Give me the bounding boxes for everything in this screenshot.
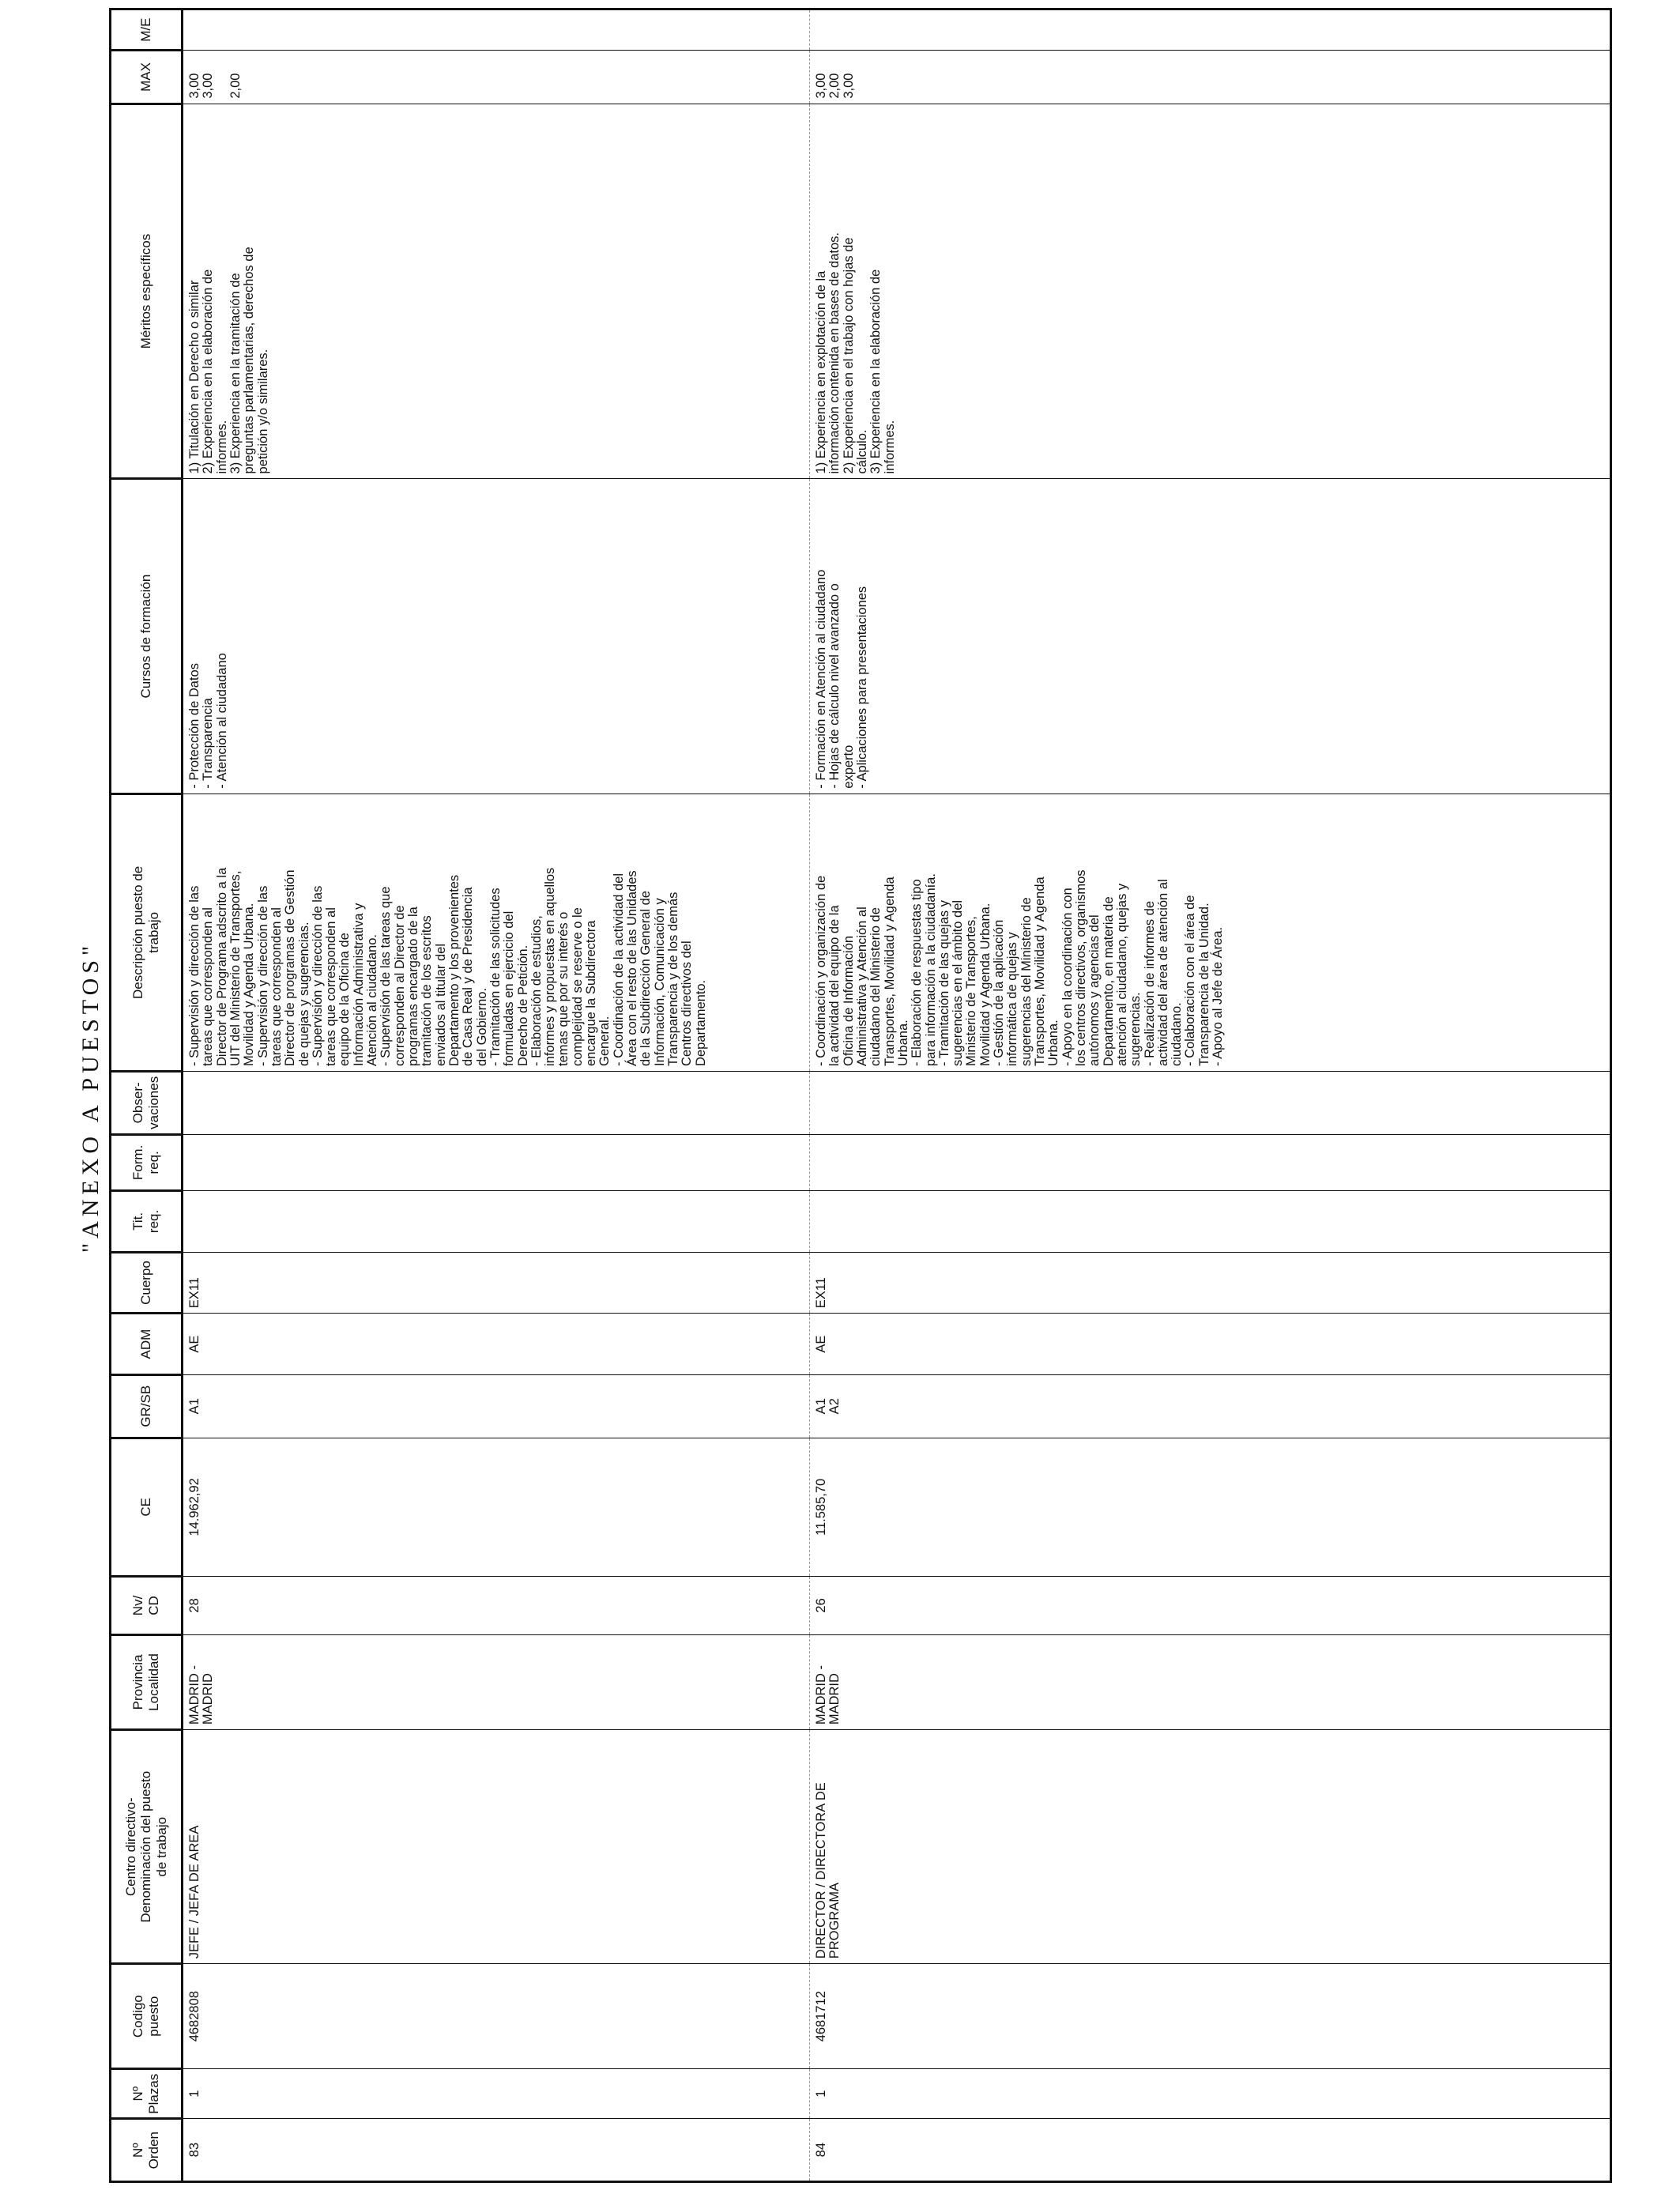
annex-table-sheet — [109, 8, 1597, 2183]
cell-orden: 84 — [810, 2119, 1611, 2182]
header-formacion: Form. req. — [111, 1134, 183, 1190]
header-max: MAX — [111, 51, 183, 104]
header-meritos: Méritos específicos — [111, 104, 183, 479]
cell-cursos: - Protección de Datos - Transparencia - Atención al ciudadano — [183, 479, 810, 794]
header-nivel: Nv/ CD — [111, 1577, 183, 1635]
header-centro: Centro directivo- Denominación del puesto de trabajo — [111, 1730, 183, 1964]
header-provincia: Provincia Localidad — [111, 1634, 183, 1729]
posts-table — [109, 8, 1612, 2183]
cell-nivel: 28 — [183, 1577, 810, 1635]
cell-nivel: 26 — [810, 1577, 1611, 1635]
cell-centro: JEFE / JEFA DE AREA — [183, 1730, 810, 1964]
cell-ce: 11.585,70 — [810, 1438, 1611, 1577]
header-titulacion: Tit. req. — [111, 1191, 183, 1253]
cell-max: 3,00 2,00 3,00 — [810, 51, 1611, 104]
cell-adm: AE — [810, 1314, 1611, 1375]
header-ce: CE — [111, 1438, 183, 1577]
cell-centro: DIRECTOR / DIRECTORA DE PROGRAMA — [810, 1730, 1611, 1964]
cell-observaciones — [183, 1072, 810, 1135]
header-observaciones: Obser- vaciones — [111, 1072, 183, 1135]
cell-descripcion: - Supervisión y dirección de las tareas que corresponden al Director de Programa adscrito a la UIT del Ministerio de Transportes, Movilidad y Agenda Urbana. - Supervisión y dirección de las tareas que corresponden al Director de programas de Gestión de quejas y sugerencias. - Supervisión y dirección de las tareas que corresponden al equipo de la Oficina de Información Administrativa y Atención al ciudadano. - Supervisión de las tareas que corresponden al Director de programas encargado de la tramitación de los escritos enviados al titular del Departamento y los provenientes de Casa Real y de Presidencia del Gobierno. - Tramitación de las solicitudes formuladas en ejercicio del Derecho de Petición. - Elaboración de estudios, informes y propuestas en aquellos temas que por su interés o complejidad se reserve o le encargue la Subdirectora General. - Coordinación de la actividad del Área con el resto de las Unidades de la Subdirección General de Información, Comunicación y Transparencia y de los demás Centros directivos del Departamento. — [183, 794, 810, 1071]
cell-me — [810, 9, 1611, 51]
cell-cuerpo: EX11 — [183, 1252, 810, 1314]
cell-grupo: A1 — [183, 1374, 810, 1438]
header-codigo: Codigo puesto — [111, 1964, 183, 2069]
cell-meritos: 1) Experiencia en explotación de la información contenida en bases de datos. 2) Experiencia en el trabajo con hojas de cálculo. 3) Experiencia en la elaboración de informes. — [810, 104, 1611, 479]
cell-max: 3,00 3,00 2,00 — [183, 51, 810, 104]
cell-codigo: 4682808 — [183, 1964, 810, 2069]
cell-ce: 14.962,92 — [183, 1438, 810, 1577]
cell-cuerpo: EX11 — [810, 1252, 1611, 1314]
cell-orden: 83 — [183, 2119, 810, 2182]
header-descripcion: Descripción puesto de trabajo — [111, 794, 183, 1071]
header-orden: Nº Orden — [111, 2119, 183, 2182]
header-plazas: Nº Plazas — [111, 2069, 183, 2119]
cell-formacion — [183, 1134, 810, 1190]
cell-titulacion — [183, 1191, 810, 1253]
cell-me — [183, 9, 810, 51]
header-cuerpo: Cuerpo — [111, 1252, 183, 1314]
cell-plazas: 1 — [183, 2069, 810, 2119]
page-title: "ANEXO A PUESTOS" — [77, 941, 104, 1253]
cell-adm: AE — [183, 1314, 810, 1375]
header-adm: ADM — [111, 1314, 183, 1375]
header-cursos: Cursos de formación — [111, 479, 183, 794]
cell-meritos: 1) Titulación en Derecho o similar 2) Experiencia en la elaboración de informes. 3) Experiencia en la tramitación de preguntas parlamentarias, derechos de petición y/o similares. — [183, 104, 810, 479]
cell-provincia: MADRID - MADRID — [810, 1634, 1611, 1729]
cell-descripcion: - Coordinación y organización de la actividad del equipo de la Oficina de Información Administrativa y Atención al ciudadano del Ministerio de Transportes, Movilidad y Agenda Urbana. - Elaboración de respuestas tipo para información a la ciudadanía. - Tramitación de las quejas y sugerencias en el ámbito del Ministerio de Transportes, Movilidad y Agenda Urbana. - Gestión de la aplicación informática de quejas y sugerencias del Ministerio de Transportes, Movilidad y Agenda Urbana. - Apoyo en la coordinación con los centros directivos, organismos autónomos y agencias del Departamento, en materia de atención al ciudadano, quejas y sugerencias. - Realización de informes de actividad del área de atención al ciudadano. - Colaboración con el área de Transparencia de la Unidad. - Apoyo al Jefe de Área. — [810, 794, 1611, 1071]
table-row — [183, 9, 810, 2182]
cell-observaciones — [810, 1072, 1611, 1135]
cell-codigo: 4681712 — [810, 1964, 1611, 2069]
cell-formacion — [810, 1134, 1611, 1190]
cell-plazas: 1 — [810, 2069, 1611, 2119]
header-row — [111, 9, 183, 2182]
header-me: M/E — [111, 9, 183, 51]
cell-titulacion — [810, 1191, 1611, 1253]
cell-cursos: - Formación en Atención al ciudadano - Hojas de cálculo nivel avanzado o experto - Aplicaciones para presentaciones — [810, 479, 1611, 794]
cell-grupo: A1 A2 — [810, 1374, 1611, 1438]
cell-provincia: MADRID - MADRID — [183, 1634, 810, 1729]
table-row — [810, 9, 1611, 2182]
header-grupo: GR/SB — [111, 1374, 183, 1438]
